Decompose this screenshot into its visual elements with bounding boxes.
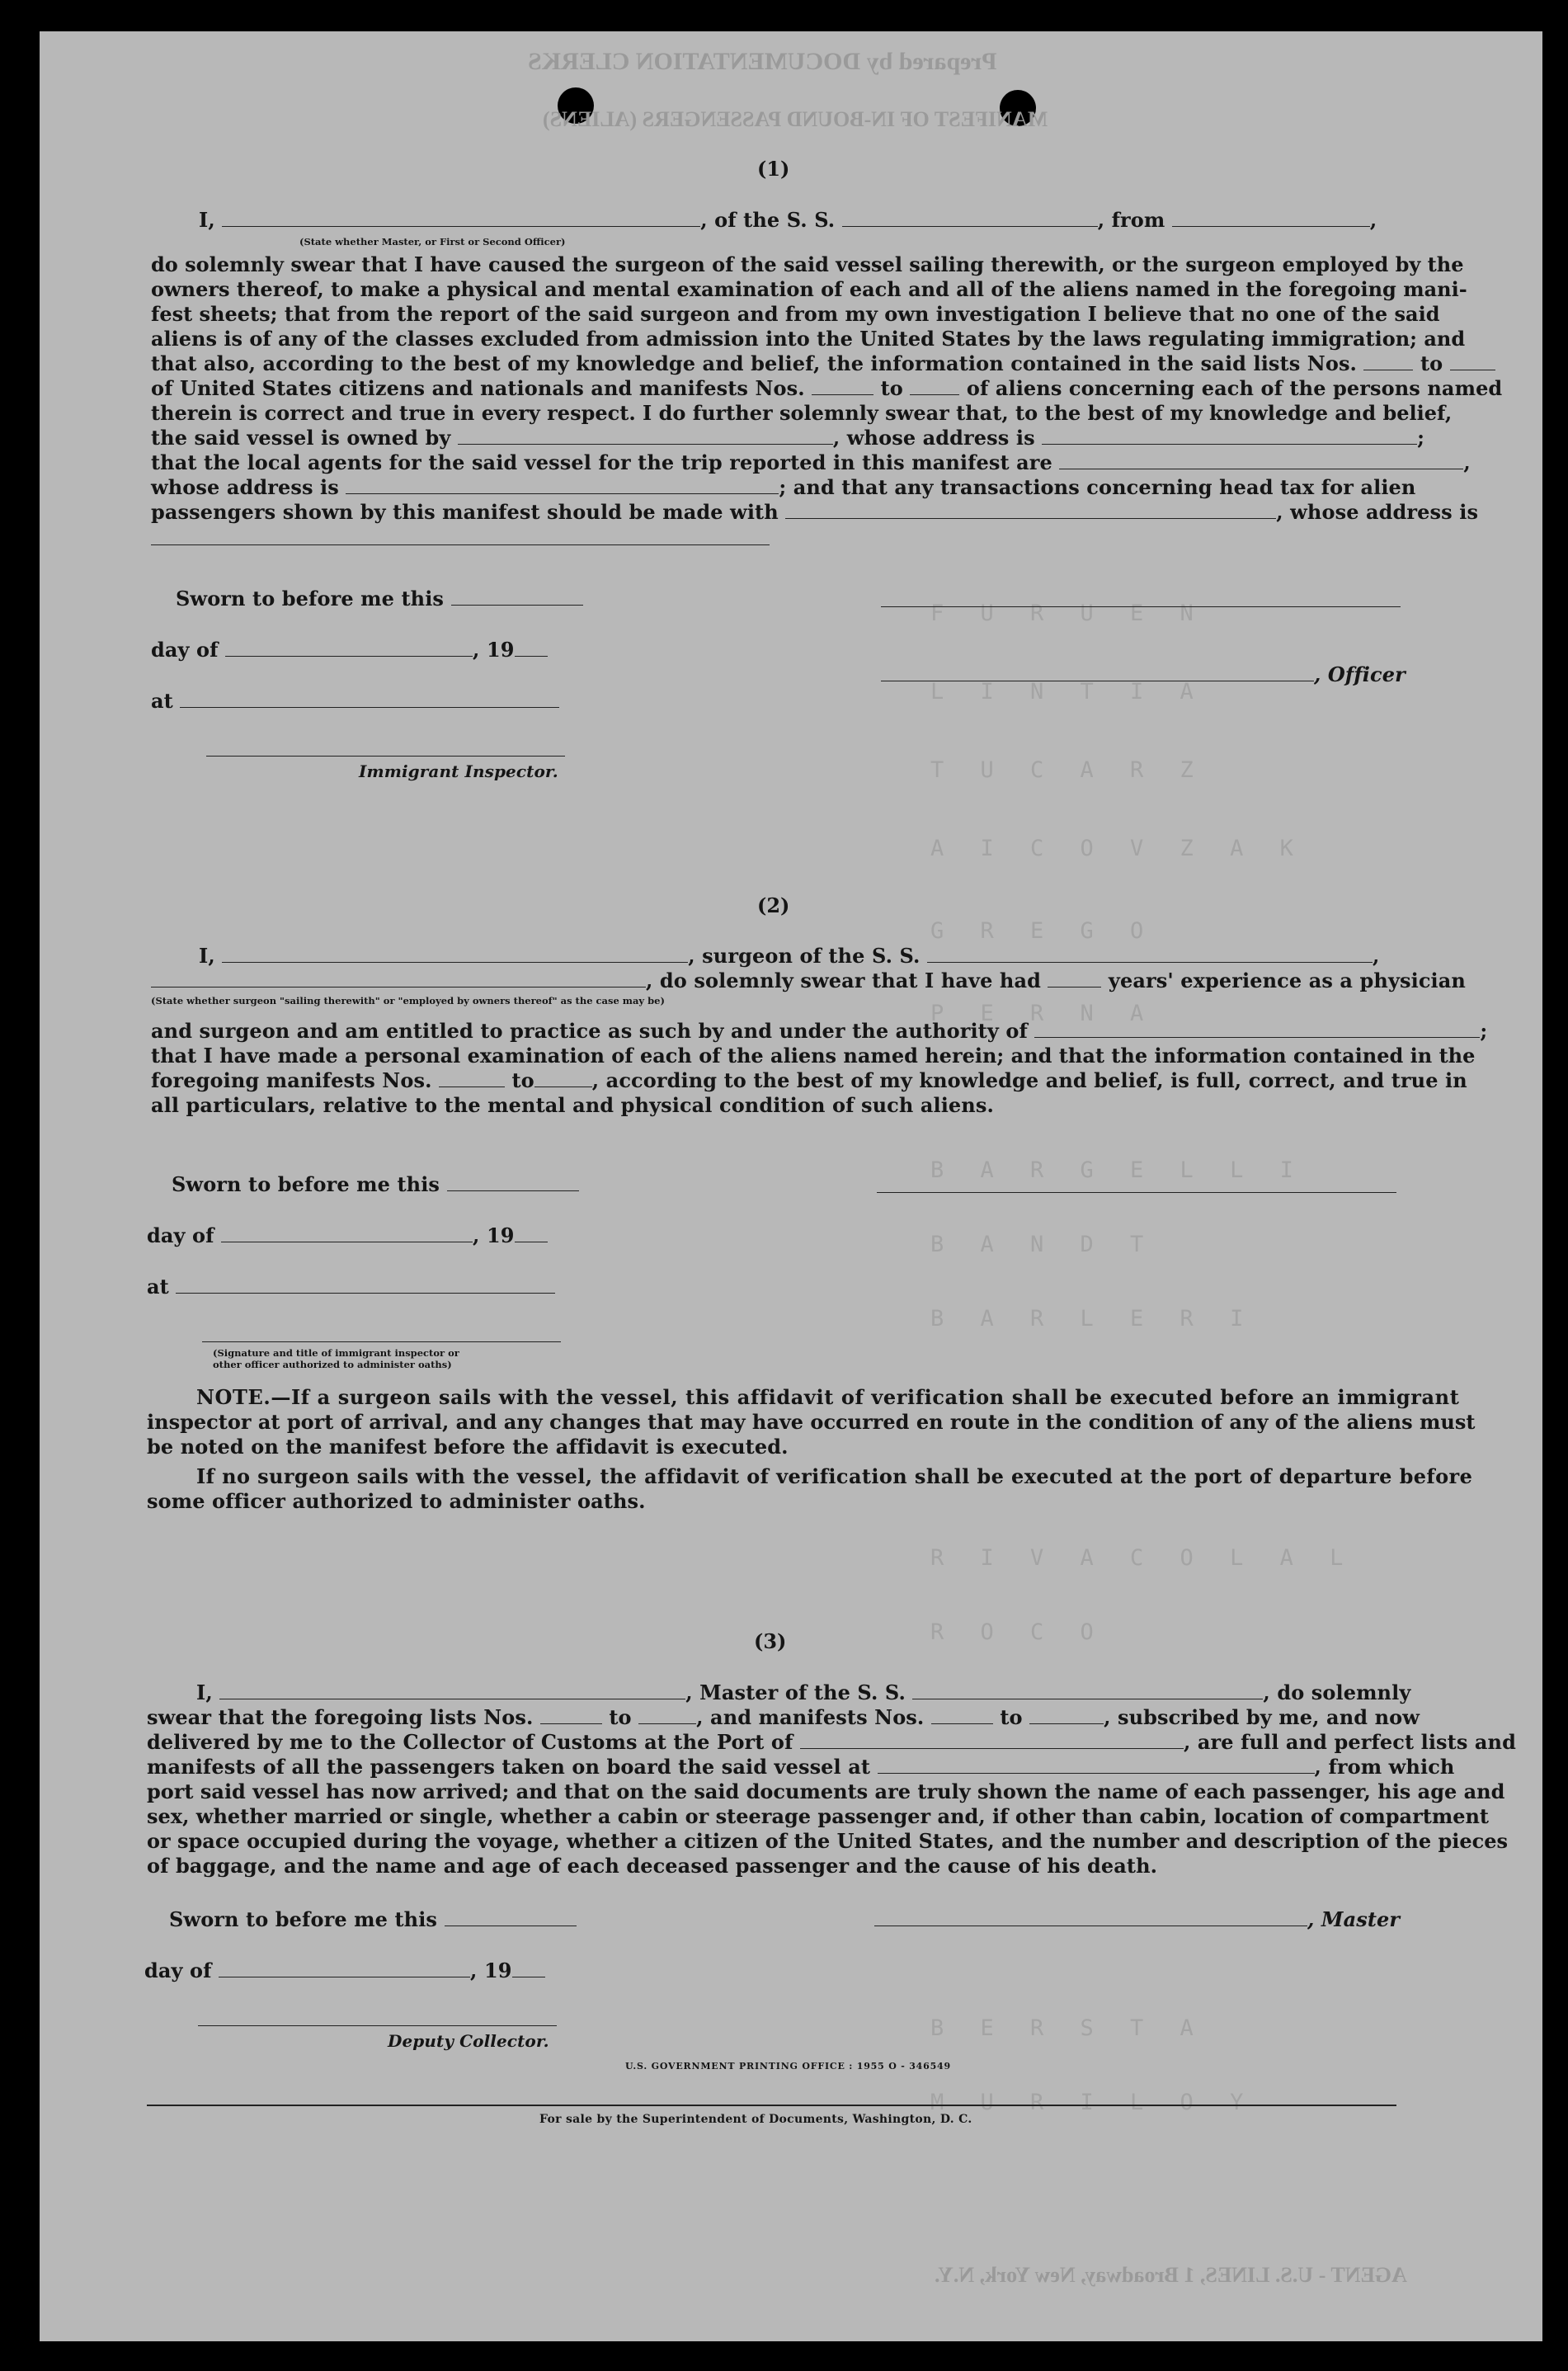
sec3-line-4: manifests of all the passengers taken on board the said vessel at , from which	[147, 1755, 1455, 1779]
section-1-number: (1)	[757, 157, 790, 181]
sec2-para-line: that I have made a personal examination of each of the aliens named herein; and that the information contained in the	[151, 1044, 1476, 1068]
sec2-sworn: Sworn to before me this	[172, 1172, 579, 1196]
sec1-at: at	[151, 689, 559, 713]
sec2-note-line: If no surgeon sails with the vessel, the affidavit of verification shall be executed at the port of departure before	[196, 1464, 1473, 1488]
bleed-row: R I V A C O L A L	[930, 1545, 1355, 1571]
sec1-line-1: I, , of the S. S. , from ,	[199, 208, 1377, 232]
sec1-officer-note: (State whether Master, or First or Second Officer)	[299, 236, 566, 247]
sec3-para-line: port said vessel has now arrived; and that on the said documents are truly shown the name of each passenger, his age and	[147, 1779, 1505, 1803]
sec2-note-line: inspector at port of arrival, and any changes that may have occurred en route in the condition of any of the aliens must	[147, 1410, 1476, 1434]
sec1-officer-sig-line	[881, 606, 1401, 607]
sec3-para-line: sex, whether married or single, whether a cabin or steerage passenger and, if other than cabin, location of compartment	[147, 1804, 1490, 1828]
sec1-para-line: that the local agents for the said vessel for the trip reported in this manifest are ,	[151, 450, 1471, 474]
section-3-number: (3)	[754, 1629, 787, 1653]
bleed-row: A I C O V Z A K	[930, 836, 1305, 861]
sec3-collector-label: Deputy Collector.	[388, 2031, 549, 2051]
sec3-para-line: or space occupied during the voyage, whether a citizen of the United States, and the number and description of the pieces	[147, 1829, 1509, 1853]
sec2-sig-label-2: other officer authorized to administer oaths)	[213, 1359, 452, 1370]
sec2-dayof: day of , 19	[147, 1223, 548, 1247]
bleed-row: M U R I L O Y	[930, 2090, 1255, 2115]
sec1-inspector-label: Immigrant Inspector.	[359, 761, 558, 781]
sec2-at: at	[147, 1275, 555, 1299]
bleed-through-footer: AGENT - U.S. LINES, 1 Broadway, New York, N.Y.	[935, 2263, 1407, 2287]
sec2-note-line: be noted on the manifest before the affidavit is executed.	[147, 1435, 789, 1459]
bleed-row: L I N T I A	[930, 679, 1205, 705]
sec1-para-line: of United States citizens and nationals and manifests Nos. to of aliens concerning each of the persons named	[151, 376, 1503, 400]
sec2-sig-line	[877, 1192, 1396, 1193]
bleed-row: B A R L E R I	[930, 1306, 1255, 1332]
sec2-inspector-sig-line	[202, 1341, 561, 1342]
sec3-line-1: I, , Master of the S. S. , do solemnly	[196, 1680, 1411, 1704]
bleed-row: R O C O	[930, 1619, 1105, 1645]
sec1-para-line: that also, according to the best of my knowledge and belief, the information contained in the said lists Nos. to	[151, 351, 1495, 375]
bleed-row: F U R U E N	[930, 601, 1205, 626]
bleed-row: B A N D T	[930, 1232, 1156, 1257]
bleed-row: B E R S T A	[930, 2015, 1205, 2041]
sec3-para-line: of baggage, and the name and age of each deceased passenger and the cause of his death.	[147, 1854, 1158, 1878]
sec1-para-line: passengers shown by this manifest should be made with , whose address is	[151, 500, 1479, 524]
sec1-officer-line: , Officer	[881, 662, 1406, 686]
form-page	[40, 31, 1542, 2341]
footer-rule	[147, 2105, 1396, 2106]
sec2-para-line: foregoing manifests Nos. to , according to the best of my knowledge and belief, is full, correct, and true in	[151, 1068, 1467, 1092]
sec1-para-line: owners thereof, to make a physical and mental examination of each and all of the aliens named in the foregoing mani-	[151, 277, 1467, 301]
sec1-para-line: aliens is of any of the classes excluded from admission into the United States by the laws regulating immigration; and	[151, 327, 1466, 351]
sec1-sworn: Sworn to before me this	[176, 587, 583, 610]
section-2-number: (2)	[757, 893, 790, 917]
sec2-line-1: I, , surgeon of the S. S. ,	[199, 944, 1380, 968]
sec1-address-line	[151, 544, 770, 545]
sec3-line-3: delivered by me to the Collector of Customs at the Port of , are full and perfect lists and	[147, 1730, 1516, 1754]
bleed-row: T U C A R Z	[930, 757, 1205, 783]
sec2-para-line: all particulars, relative to the mental and physical condition of such aliens.	[151, 1093, 994, 1117]
sec1-dayof: day of , 19	[151, 638, 548, 662]
sec2-note-line: some officer authorized to administer oaths.	[147, 1489, 646, 1513]
sec3-collector-sig-line	[198, 2025, 557, 2026]
sec1-para-line: fest sheets; that from the report of the said surgeon and from my own investigation I believe that no one of the said	[151, 302, 1440, 326]
sec2-surgeon-note: (State whether surgeon "sailing therewith" or "employed by owners thereof" as the case may be)	[151, 995, 665, 1006]
bleed-row: B A R G E L L I	[930, 1157, 1305, 1183]
bleed-row: G R E G O	[930, 918, 1156, 944]
sec2-para-line: and surgeon and am entitled to practice as such by and under the authority of ;	[151, 1019, 1488, 1043]
gpo-imprint: U.S. GOVERNMENT PRINTING OFFICE : 1955 O - 346549	[625, 2061, 951, 2072]
sec1-para-line: do solemnly swear that I have caused the surgeon of the said vessel sailing therewith, or the surgeon employed by the	[151, 252, 1464, 276]
sale-notice: For sale by the Superintendent of Documents, Washington, D. C.	[539, 2113, 972, 2126]
sec1-para-line: whose address is ; and that any transactions concerning head tax for alien	[151, 475, 1416, 499]
sec2-note-line: NOTE.—If a surgeon sails with the vessel, this affidavit of verification shall be executed before an immigrant	[196, 1385, 1460, 1409]
sec1-para-line: the said vessel is owned by , whose address is ;	[151, 426, 1425, 450]
sec1-para-line: therein is correct and true in every respect. I do further solemnly swear that, to the best of my knowledge and belief,	[151, 401, 1453, 425]
sec2-sig-label-1: (Signature and title of immigrant inspector or	[213, 1347, 459, 1359]
bleed-through-header-1: Prepared by DOCUMENTATION CLERKS	[528, 48, 997, 75]
sec3-dayof: day of , 19	[144, 1959, 545, 1982]
sec2-line-2: , do solemnly swear that I have had years' experience as a physician	[151, 969, 1466, 992]
sec3-sworn: Sworn to before me this	[169, 1907, 577, 1931]
sec1-inspector-sig-line	[206, 756, 565, 757]
bleed-row: P E R N A	[930, 1001, 1156, 1026]
bleed-through-header-2: MANIFEST OF IN-BOUND PASSENGERS (ALIENS)	[543, 107, 1048, 131]
sec3-master-line: , Master	[874, 1907, 1400, 1931]
sec3-line-2: swear that the foregoing lists Nos. to , and manifests Nos. to , subscribed by me, and now	[147, 1705, 1420, 1729]
